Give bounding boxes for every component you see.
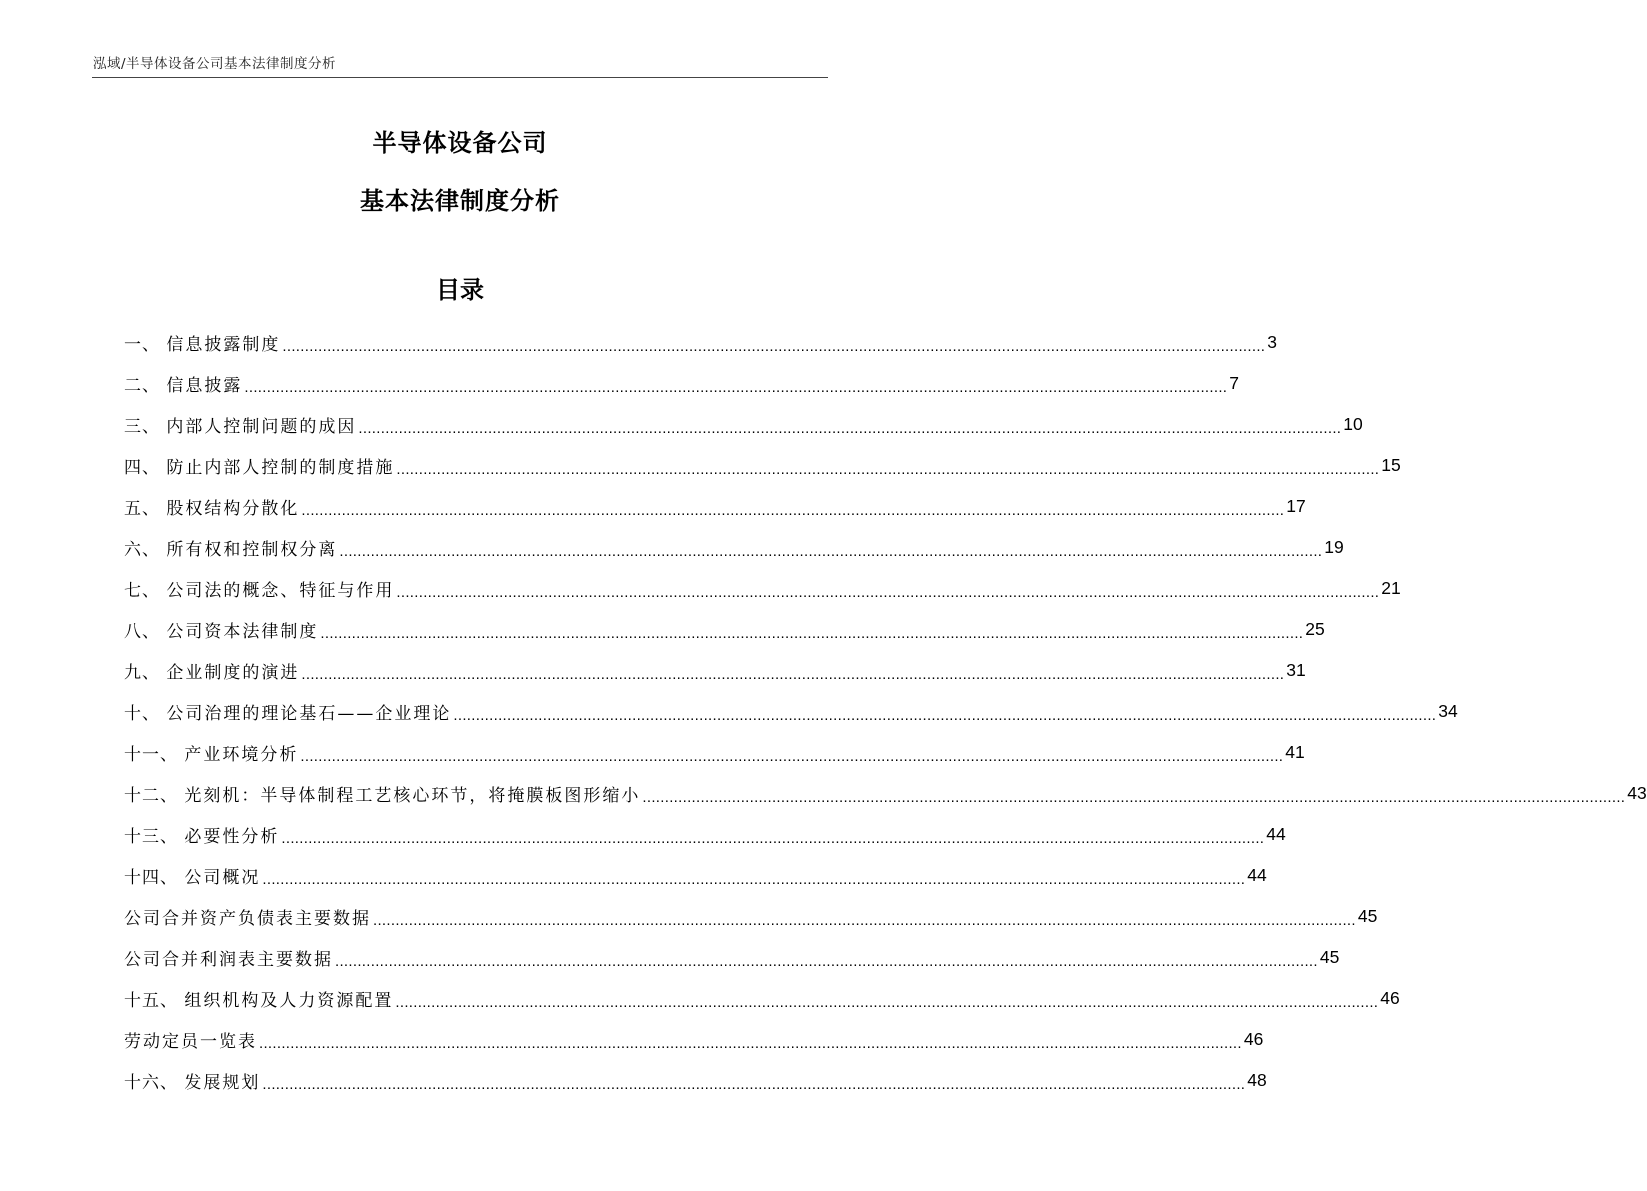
toc-entry[interactable] [124, 650, 1306, 691]
toc-entry-number: 八、 [124, 622, 167, 642]
toc-entry-label: 企业制度的演进 [166, 663, 300, 683]
toc-entry-page: 17 [1286, 496, 1306, 516]
toc-entry-number: 一、 [124, 335, 167, 355]
toc-entry-number: 七、 [124, 581, 167, 601]
toc-entry-page: 46 [1380, 988, 1400, 1008]
toc-entry[interactable] [124, 486, 1306, 527]
toc-entry-page: 34 [1438, 701, 1458, 721]
document-title-line1: 半导体设备公司 [372, 129, 548, 157]
toc-entry-page: 3 [1267, 332, 1277, 352]
toc-entry-number: 十四、 [124, 868, 185, 888]
toc-leader-dots: ............................................................................................................................................................................................................................ [301, 502, 1285, 519]
toc-entry[interactable] [124, 814, 1286, 855]
toc-leader-dots: ............................................................................................................................................................................................................................ [281, 830, 1265, 847]
document-title-line2: 基本法律制度分析 [360, 187, 560, 215]
toc-entry-number: 二、 [124, 376, 167, 396]
toc-leader-dots: ............................................................................................................................................................................................................................ [396, 584, 1380, 601]
toc-leader-dots: ............................................................................................................................................................................................................................ [335, 953, 1318, 970]
toc-entry-label: 公司治理的理论基石——企业理论 [166, 704, 452, 724]
toc-entry[interactable] [124, 732, 1305, 773]
toc-entry-page: 44 [1247, 865, 1267, 885]
toc-entry[interactable] [124, 937, 1340, 978]
toc-entry-number: 十二、 [124, 786, 185, 806]
toc-entry[interactable] [124, 855, 1267, 896]
toc-entry-number: 四、 [124, 458, 167, 478]
toc-entry-page: 48 [1247, 1070, 1267, 1090]
toc-leader-dots: ............................................................................................................................................................................................................................ [373, 912, 1356, 929]
toc-entry[interactable] [124, 609, 1325, 650]
toc-entry-label: 公司合并利润表主要数据 [124, 950, 333, 970]
toc-entry[interactable] [124, 896, 1378, 937]
toc-entry[interactable] [124, 322, 1277, 363]
toc-leader-dots: ............................................................................................................................................................................................................................ [282, 338, 1266, 355]
toc-entry-number: 六、 [124, 540, 167, 560]
toc-entry-label: 信息披露制度 [166, 335, 281, 355]
toc-leader-dots: ............................................................................................................................................................................................................................ [244, 379, 1228, 396]
toc-entry[interactable] [124, 568, 1401, 609]
toc-entry-page: 21 [1381, 578, 1401, 598]
table-of-contents [124, 322, 1647, 1101]
toc-entry-label: 所有权和控制权分离 [166, 540, 338, 560]
toc-leader-dots: ............................................................................................................................................................................................................................ [262, 871, 1246, 888]
toc-entry-page: 15 [1381, 455, 1401, 475]
toc-entry-page: 31 [1286, 660, 1306, 680]
toc-entry[interactable] [124, 1060, 1267, 1101]
toc-entry-page: 7 [1229, 373, 1239, 393]
toc-entry-number: 十五、 [124, 991, 185, 1011]
toc-entry-page: 43 [1627, 783, 1647, 803]
toc-entry-page: 19 [1324, 537, 1344, 557]
toc-entry-number: 三、 [124, 417, 167, 437]
toc-heading: 目录 [436, 276, 484, 304]
toc-leader-dots: ............................................................................................................................................................................................................................ [453, 707, 1437, 724]
toc-entry-number: 十一、 [124, 745, 185, 765]
toc-entry-label: 发展规划 [184, 1073, 261, 1093]
toc-entry-page: 10 [1343, 414, 1363, 434]
toc-entry-label: 光刻机：半导体制程工艺核心环节，将掩膜板图形缩小 [184, 786, 641, 806]
toc-leader-dots: ............................................................................................................................................................................................................................ [262, 1076, 1246, 1093]
toc-entry-page: 44 [1266, 824, 1286, 844]
toc-entry-label: 组织机构及人力资源配置 [184, 991, 394, 1011]
toc-entry[interactable] [124, 363, 1239, 404]
toc-leader-dots: ............................................................................................................................................................................................................................ [358, 420, 1342, 437]
toc-entry[interactable] [124, 404, 1363, 445]
toc-entry-label: 股权结构分散化 [166, 499, 300, 519]
toc-entry-page: 25 [1305, 619, 1325, 639]
toc-leader-dots: ............................................................................................................................................................................................................................ [320, 625, 1304, 642]
toc-entry-page: 45 [1357, 906, 1378, 926]
toc-entry-number: 十三、 [124, 827, 185, 847]
toc-entry-number: 十六、 [124, 1073, 185, 1093]
toc-entry-label: 必要性分析 [184, 827, 280, 847]
toc-leader-dots: ............................................................................................................................................................................................................................ [339, 543, 1323, 560]
toc-entry-label: 产业环境分析 [184, 745, 299, 765]
toc-entry[interactable] [124, 445, 1401, 486]
toc-entry-number: 九、 [124, 663, 167, 683]
toc-entry-label: 内部人控制问题的成因 [166, 417, 357, 437]
toc-leader-dots: ............................................................................................................................................................................................................................ [300, 748, 1284, 765]
toc-entry-label: 公司概况 [184, 868, 261, 888]
toc-entry[interactable] [124, 691, 1458, 732]
toc-leader-dots: ............................................................................................................................................................................................................................ [642, 789, 1626, 806]
toc-entry[interactable] [124, 773, 1647, 814]
toc-leader-dots: ............................................................................................................................................................................................................................ [259, 1035, 1242, 1052]
toc-entry-label: 防止内部人控制的制度措施 [166, 458, 395, 478]
toc-entry[interactable] [124, 978, 1400, 1019]
toc-entry-page: 41 [1285, 742, 1305, 762]
toc-entry[interactable] [124, 1019, 1264, 1060]
running-header: 泓域/半导体设备公司基本法律制度分析 [93, 56, 337, 72]
toc-entry[interactable] [124, 527, 1344, 568]
toc-leader-dots: ............................................................................................................................................................................................................................ [395, 994, 1379, 1011]
toc-entry-page: 45 [1319, 947, 1340, 967]
toc-leader-dots: ............................................................................................................................................................................................................................ [301, 666, 1285, 683]
toc-entry-number: 五、 [124, 499, 167, 519]
toc-leader-dots: ............................................................................................................................................................................................................................ [396, 461, 1380, 478]
toc-entry-label: 公司资本法律制度 [166, 622, 319, 642]
toc-entry-label: 信息披露 [166, 376, 243, 396]
header-divider [92, 77, 828, 78]
toc-entry-label: 劳动定员一览表 [124, 1032, 257, 1052]
toc-entry-page: 46 [1243, 1029, 1264, 1049]
toc-entry-label: 公司合并资产负债表主要数据 [124, 909, 371, 929]
toc-entry-label: 公司法的概念、特征与作用 [166, 581, 395, 601]
toc-entry-number: 十、 [124, 704, 167, 724]
